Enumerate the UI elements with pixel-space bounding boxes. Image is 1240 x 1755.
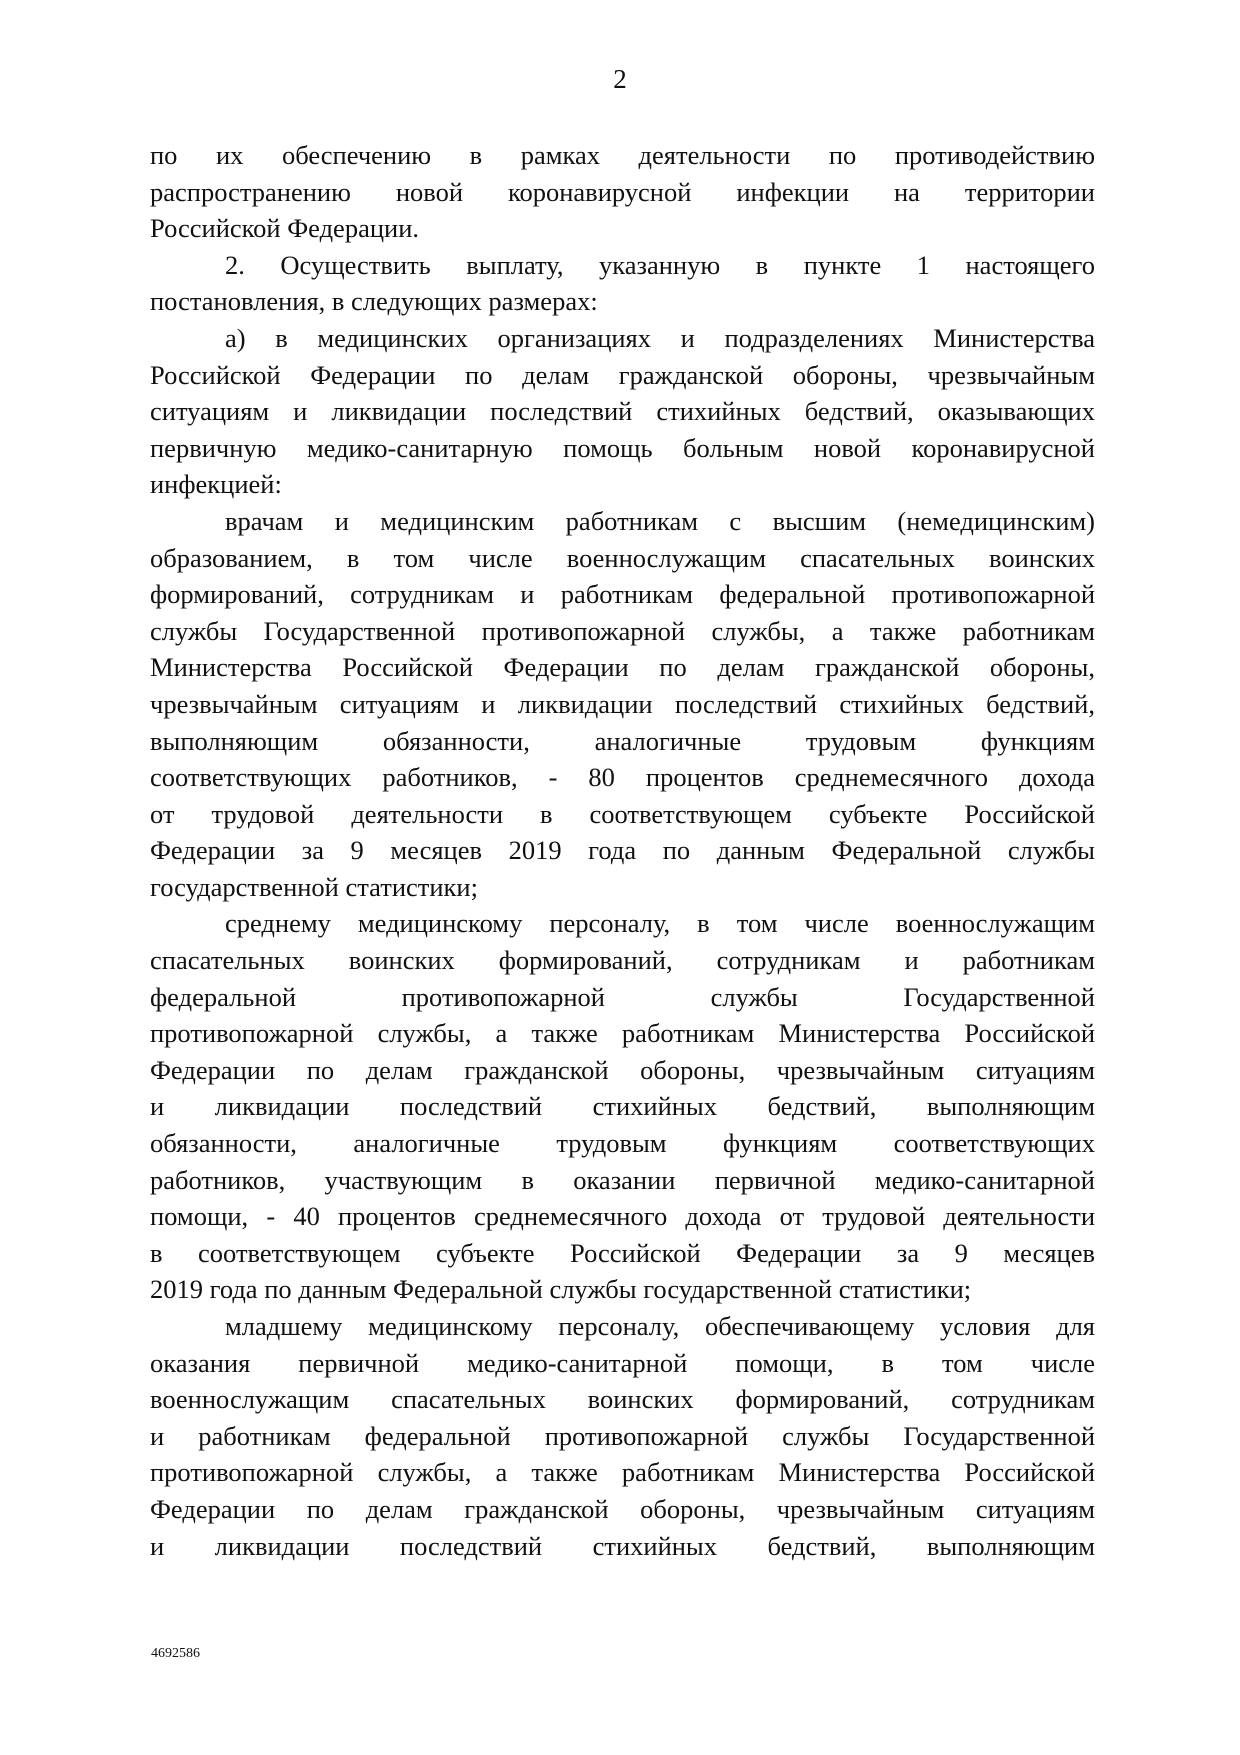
text-line: Федерации по делам гражданской обороны, чрезвычайным ситуациям	[150, 1493, 1095, 1524]
page-number: 2	[613, 64, 627, 94]
text-line: Федерации по делам гражданской обороны, чрезвычайным ситуациям	[150, 1054, 1095, 1085]
text-line: распространению новой коронавирусной инфекции на территории	[150, 176, 1095, 207]
text-line: противопожарной службы, а также работникам Министерства Российской	[150, 1018, 1095, 1049]
text-line: ситуациям и ликвидации последствий стихийных бедствий, оказывающих	[150, 396, 1095, 427]
text-line: противопожарной службы, а также работникам Министерства Российской	[150, 1457, 1095, 1488]
text-line: работников, участвующим в оказании первичной медико-санитарной	[150, 1164, 1095, 1195]
text-line: спасательных воинских формирований, сотрудникам и работникам	[150, 945, 1095, 976]
text-line: инфекцией:	[150, 469, 282, 500]
text-line: первичную медико-санитарную помощь больным новой коронавирусной	[150, 432, 1095, 463]
text-line: и ликвидации последствий стихийных бедствий, выполняющим	[150, 1091, 1095, 1122]
text-line: от трудовой деятельности в соответствующем субъекте Российской	[150, 798, 1095, 829]
text-line: и ликвидации последствий стихийных бедствий, выполняющим	[150, 1530, 1095, 1561]
text-line: Российской Федерации.	[150, 213, 419, 244]
text-line: и работникам федеральной противопожарной службы Государственной	[150, 1420, 1095, 1451]
text-line: 2019 года по данным Федеральной службы государственной статистики;	[150, 1274, 972, 1305]
text-line: государственной статистики;	[150, 871, 478, 902]
text-line: младшему медицинскому персоналу, обеспечивающему условия для	[225, 1311, 1095, 1341]
text-line: в соответствующем субъекте Российской Федерации за 9 месяцев	[150, 1237, 1095, 1268]
text-line: обязанности, аналогичные трудовым функциям соответствующих	[150, 1128, 1095, 1159]
text-line: постановления, в следующих размерах:	[150, 286, 598, 317]
text-line: по их обеспечению в рамках деятельности по противодействию	[150, 140, 1095, 170]
text-line: федеральной противопожарной службы Государственной	[150, 981, 1095, 1012]
document-code: 4692586	[151, 1646, 200, 1661]
text-line: Федерации за 9 месяцев 2019 года по данным Федеральной службы	[150, 835, 1095, 866]
text-line: 2. Осуществить выплату, указанную в пункте 1 настоящего	[225, 249, 1095, 280]
text-line: образованием, в том числе военнослужащим спасательных воинских	[150, 542, 1095, 573]
text-line: чрезвычайным ситуациям и ликвидации последствий стихийных бедствий,	[150, 688, 1095, 719]
text-line: Министерства Российской Федерации по делам гражданской обороны,	[150, 652, 1095, 683]
text-line: врачам и медицинским работникам с высшим (немедицинским)	[225, 505, 1095, 536]
text-line: оказания первичной медико-санитарной помощи, в том числе	[150, 1347, 1095, 1378]
text-line: соответствующих работников, - 80 процентов среднемесячного дохода	[150, 762, 1095, 793]
text-line: а) в медицинских организациях и подразделениях Министерства	[225, 322, 1095, 353]
text-line: формирований, сотрудникам и работникам федеральной противопожарной	[150, 579, 1095, 610]
text-line: Российской Федерации по делам гражданской обороны, чрезвычайным	[150, 359, 1095, 390]
text-line: помощи, - 40 процентов среднемесячного дохода от трудовой деятельности	[150, 1201, 1095, 1232]
document-body	[150, 137, 1095, 1564]
text-line: военнослужащим спасательных воинских формирований, сотрудникам	[150, 1384, 1095, 1415]
text-line: службы Государственной противопожарной службы, а также работникам	[150, 615, 1095, 646]
text-line: выполняющим обязанности, аналогичные трудовым функциям	[150, 725, 1095, 756]
text-line: среднему медицинскому персоналу, в том числе военнослужащим	[225, 908, 1095, 939]
